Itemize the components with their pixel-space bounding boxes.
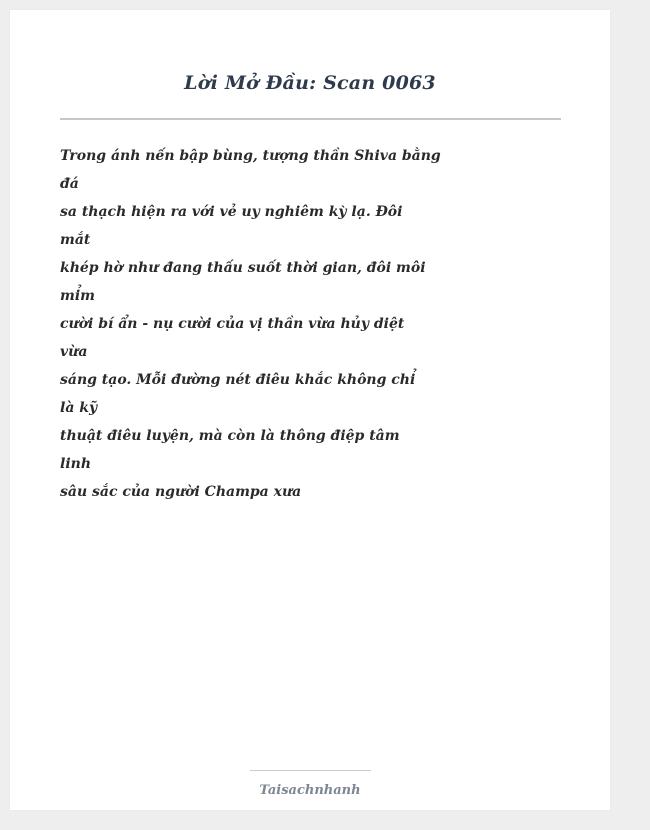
text-line: mỉm — [60, 288, 95, 304]
text-line: là kỹ — [60, 400, 98, 416]
text-line: linh — [60, 456, 91, 472]
footer-text: Taisachnhanh — [259, 783, 361, 798]
text-line: đá — [60, 176, 79, 192]
text-line: vừa — [60, 344, 88, 360]
document-page — [10, 10, 610, 810]
title-divider — [60, 118, 561, 120]
text-line: sa thạch hiện ra với vẻ uy nghiêm kỳ lạ. Đôi — [60, 204, 403, 220]
text-line: thuật điêu luyện, mà còn là thông điệp tâm — [60, 428, 400, 444]
page-title: Lời Mở Đầu: Scan 0063 — [184, 72, 436, 94]
text-line: mắt — [60, 232, 91, 248]
body-text — [60, 142, 441, 506]
footer-divider — [250, 770, 371, 771]
text-line: sâu sắc của người Champa xưa — [60, 484, 302, 500]
text-line: cười bí ẩn - nụ cười của vị thần vừa hủy diệt — [60, 316, 405, 332]
text-line: Trong ánh nến bập bùng, tượng thần Shiva bằng — [60, 148, 441, 164]
text-line: khép hờ như đang thấu suốt thời gian, đôi môi — [60, 260, 426, 276]
text-line: sáng tạo. Mỗi đường nét điêu khắc không chỉ — [60, 372, 416, 388]
